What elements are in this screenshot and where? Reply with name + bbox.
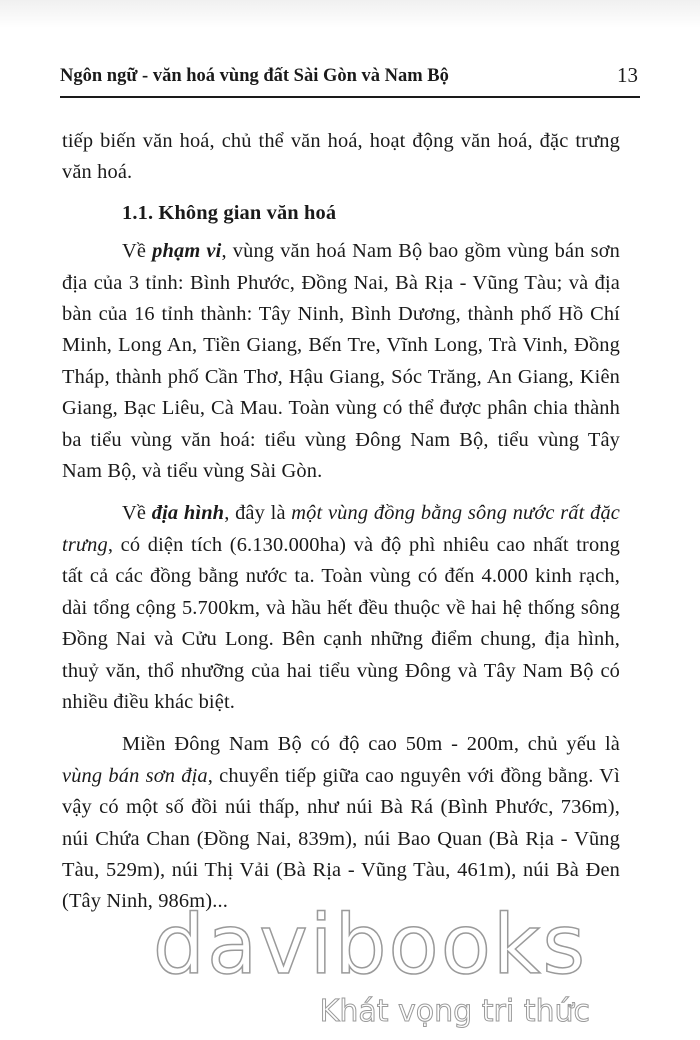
page-top-shadow [0,0,700,28]
paragraph-terrain-lead: Về [122,502,152,525]
paragraph-east-rest: , chuyển tiếp giữa cao nguyên với đồng bằng. Vì vậy có một số đồi núi thấp, như núi Bà Rá (Bình Phước, 736m), núi Chứa Chan (Đồng Nai, 839m), núi Bao Quan (Bà Rịa - Vũng Tàu, 529m), núi Thị Vải (Bà Rịa - Vũng Tàu, 461m), núi Bà Đen (Tây Ninh, 986m)... [62,764,620,913]
emphasis-ban-son-dia: vùng bán sơn địa [62,764,208,787]
paragraph-east [62,729,620,917]
header-title: Ngôn ngữ - văn hoá vùng đất Sài Gòn và Nam Bộ [60,66,449,86]
watermark-slogan: Khát vọng tri thức [319,994,590,1029]
paragraph-scope-lead: Về [122,240,153,263]
paragraph-terrain-mid: , đây là [224,502,292,525]
paragraph-scope-rest: , vùng văn hoá Nam Bộ bao gồm vùng bán sơn địa của 3 tỉnh: Bình Phước, Đồng Nai, Bà Rịa - Vũng Tàu; và địa bàn của 16 tỉnh thành: Tây Ninh, Bình Dương, thành phố Hồ Chí Minh, Long An, Tiền Giang, Bến Tre, Vĩnh Long, Trà Vinh, Đồng Tháp, thành phố Cần Thơ, Hậu Giang, Sóc Trăng, An Giang, Kiên Giang, Bạc Liêu, Cà Mau. Toàn vùng có thể được phân chia thành ba tiểu vùng văn hoá: tiểu vùng Đông Nam Bộ, tiểu vùng Tây Nam Bộ, và tiểu vùng Sài Gòn. [62,240,620,483]
watermark [150,900,590,1035]
running-header [60,62,640,98]
body-text [62,126,620,918]
emphasis-song-nuoc: một vùng đồng bằng sông nước rất đặc trưng [62,502,620,556]
watermark-brand: davibooks [152,898,588,993]
page-number: 13 [617,63,638,87]
paragraph-terrain [62,498,620,718]
paragraph-scope [62,236,620,487]
paragraph-terrain-rest: , có diện tích (6.130.000ha) và độ phì nhiêu cao nhất trong tất cả các đồng bằng nước ta. Toàn vùng có đến 4.000 kinh rạch, dài tổng cộng 5.700km, và hầu hết đều thuộc về hai hệ thống sông Đồng Nai và Cửu Long. Bên cạnh những điểm chung, địa hình, thuỷ văn, thổ nhưỡng của hai tiểu vùng Đông và Tây Nam Bộ có nhiều điều khác biệt. [62,533,620,713]
term-dia-hinh: địa hình [151,502,225,525]
paragraph-continuation: tiếp biến văn hoá, chủ thể văn hoá, hoạt động văn hoá, đặc trưng văn hoá. [62,130,620,184]
paragraph-east-lead: Miền Đông Nam Bộ có độ cao 50m - 200m, chủ yếu là [122,733,620,756]
term-pham-vi: phạm vi [152,240,222,263]
section-heading: 1.1. Không gian văn hoá [122,201,337,224]
